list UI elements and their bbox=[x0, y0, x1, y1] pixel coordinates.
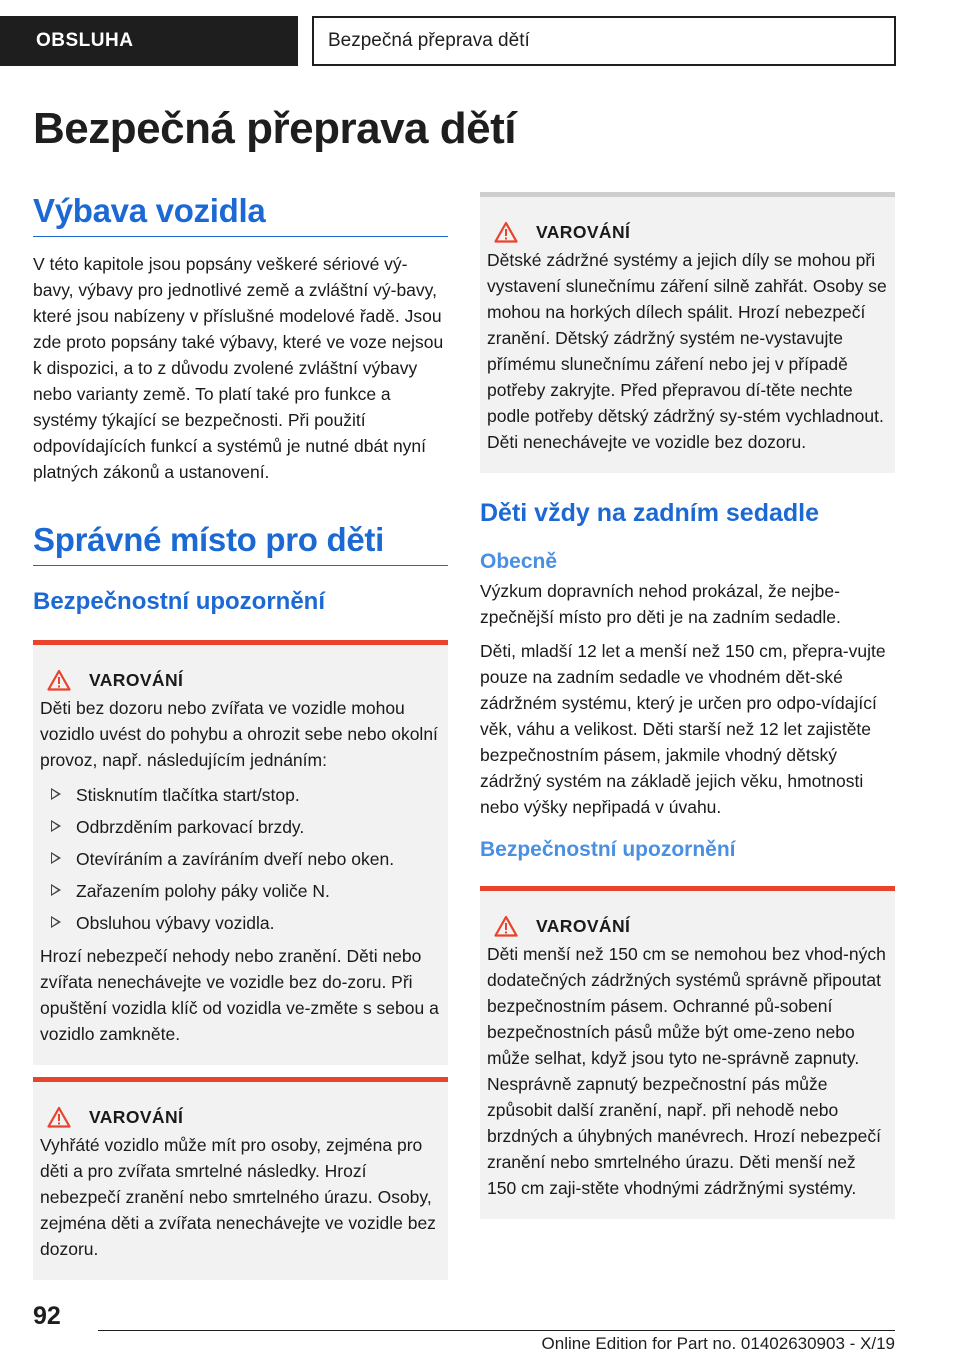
warning-box-heated-vehicle bbox=[33, 1077, 448, 1280]
warning-box-children-under-150 bbox=[480, 886, 895, 1219]
warning-box-unattended bbox=[33, 640, 448, 1065]
warning-label: VAROVÁNÍ bbox=[536, 915, 631, 936]
bullet-arrow-icon bbox=[51, 884, 61, 896]
header-chapter-title: Bezpečná přeprava dětí bbox=[312, 16, 896, 66]
warning-label: VAROVÁNÍ bbox=[536, 221, 631, 242]
bullet-arrow-icon bbox=[51, 788, 61, 800]
list-item-text: Stisknutím tlačítka start/stop. bbox=[76, 785, 300, 805]
warning-header bbox=[47, 1106, 440, 1128]
warning-box-hot-parts bbox=[480, 192, 895, 473]
list-item bbox=[40, 811, 440, 843]
list-item-text: Otevíráním a zavíráním dveří nebo oken. bbox=[76, 849, 395, 869]
section-heading-vybava: Výbava vozidla bbox=[33, 192, 448, 237]
footer-divider bbox=[98, 1330, 895, 1331]
list-item-text: Zařazením polohy páky voliče N. bbox=[76, 881, 330, 901]
right-column bbox=[480, 192, 895, 1219]
bullet-arrow-icon bbox=[51, 852, 61, 864]
warning-triangle-icon bbox=[494, 221, 518, 243]
warning-triangle-icon bbox=[47, 669, 71, 691]
warning-text: Dětské zádržné systémy a jejich díly se mohou při vystavení slunečnímu záření silně zahřát. Osoby se mohou na horkých dílech spálit. Hrozí nebezpečí zranění. Dětský zádržný systém ne-vystavujte přímému slunečnímu záření nebo jej v případě potřeby zakryjte. Před přepravou dí-těte nechte podle potřeby dětský zádržný sy-stém vychladnout. Děti nenechávejte ve vozidle bez dozoru. bbox=[487, 250, 887, 452]
subheading-bezpecnostni-upozorneni: Bezpečnostní upozornění bbox=[33, 588, 326, 615]
list-item bbox=[40, 843, 440, 875]
left-column bbox=[33, 192, 448, 1280]
warning-list bbox=[40, 779, 440, 939]
warning-header bbox=[494, 221, 887, 243]
footer-edition: Online Edition for Part no. 01402630903 - X/19 bbox=[541, 1334, 895, 1353]
bullet-arrow-icon bbox=[51, 916, 61, 928]
section-text-vybava: V této kapitole jsou popsány veškeré sériové vý-bavy, výbavy pro jednotlivé země a zvláštní vý-bavy, které jsou nabízeny v příslušné modelové řadě. Jsou zde proto popsány také výbavy, které ve voze nejsou k dispozici, a to z důvodu zvolené zvláštní výbavy nebo varianty země. To platí také pro funkce a systémy týkající se bezpečnosti. Při použití odpovídajících funkcí a systémů je nutné dbát nyní platných zákonů a ustanovení. bbox=[33, 254, 444, 482]
bullet-arrow-icon bbox=[51, 820, 61, 832]
warning-intro: Děti bez dozoru nebo zvířata ve vozidle mohou vozidlo uvést do pohybu a ohrozit sebe nebo okolní provoz, např. následujícím jednáním: bbox=[40, 698, 438, 770]
list-item bbox=[40, 779, 440, 811]
list-item bbox=[40, 907, 440, 939]
warning-text: Děti menší než 150 cm se nemohou bez vhod-ných dodatečných zádržných systémů správně připoutat bezpečnostním pásem. Ochranné pů-sobení bezpečnostních pásů může být ome-zeno nebo může selhat, když jsou tyto ne-správně zapnuty. Nesprávně zapnutý bezpečnostní pás může způsobit další zranění, např. při nehodě nebo brzdných a úhybných manévrech. Hrozí nebezpečí zranění nebo smrtelného úrazu. Děti menší než 150 cm zaji-stěte vhodnými zádržnými systémy. bbox=[487, 944, 886, 1198]
paragraph-deti-mladsi: Děti, mladší 12 let a menší než 150 cm, přepra-vujte pouze na zadním sedadle ve vhodném dět-ské zádržném systému, který je určen pro odpo-vídající věk, váhu a velikost. Děti starší než 12 let zajistěte bezpečnostním pásem, jakmile vhodný dětský zádržný systém na základě jejich věku, hmotnosti nebo výšky nepřipadá v úvahu. bbox=[480, 641, 886, 817]
list-item-text: Obsluhou výbavy vozidla. bbox=[76, 913, 275, 933]
warning-text: Vyhřáté vozidlo může mít pro osoby, zejména pro děti a pro zvířata smrtelné následky. Hrozí nebezpečí zranění nebo smrtelného úrazu. Osoby, zejména děti a zvířata nenechávejte ve vozidle bez dozoru. bbox=[40, 1135, 436, 1259]
page-title: Bezpečná přeprava dětí bbox=[33, 104, 516, 153]
warning-triangle-icon bbox=[494, 915, 518, 937]
warning-label: VAROVÁNÍ bbox=[89, 1106, 184, 1127]
header-section-tab: OBSLUHA bbox=[0, 16, 298, 66]
list-item bbox=[40, 875, 440, 907]
section-heading-spravne-misto: Správné místo pro děti bbox=[33, 521, 448, 566]
list-item-text: Odbrzděním parkovací brzdy. bbox=[76, 817, 305, 837]
warning-header bbox=[47, 669, 440, 691]
warning-triangle-icon bbox=[47, 1106, 71, 1128]
section-heading-zadni-sedadlo: Děti vždy na zadním sedadle bbox=[480, 499, 819, 527]
subheading-obecne: Obecně bbox=[480, 550, 558, 573]
page-number: 92 bbox=[33, 1302, 61, 1330]
subheading-bezpecnostni-upozorneni: Bezpečnostní upozornění bbox=[480, 838, 736, 861]
warning-outro: Hrozí nebezpečí nehody nebo zranění. Děti nebo zvířata nenechávejte ve vozidle bez do-zoru. Při opuštění vozidla klíč od vozidla ve-změte s sebou a vozidlo zamkněte. bbox=[40, 946, 439, 1044]
warning-label: VAROVÁNÍ bbox=[89, 669, 184, 690]
warning-header bbox=[494, 915, 887, 937]
paragraph-obecne: Výzkum dopravních nehod prokázal, že nejbe-zpečnější místo pro děti je na zadním sedadle. bbox=[480, 581, 841, 627]
